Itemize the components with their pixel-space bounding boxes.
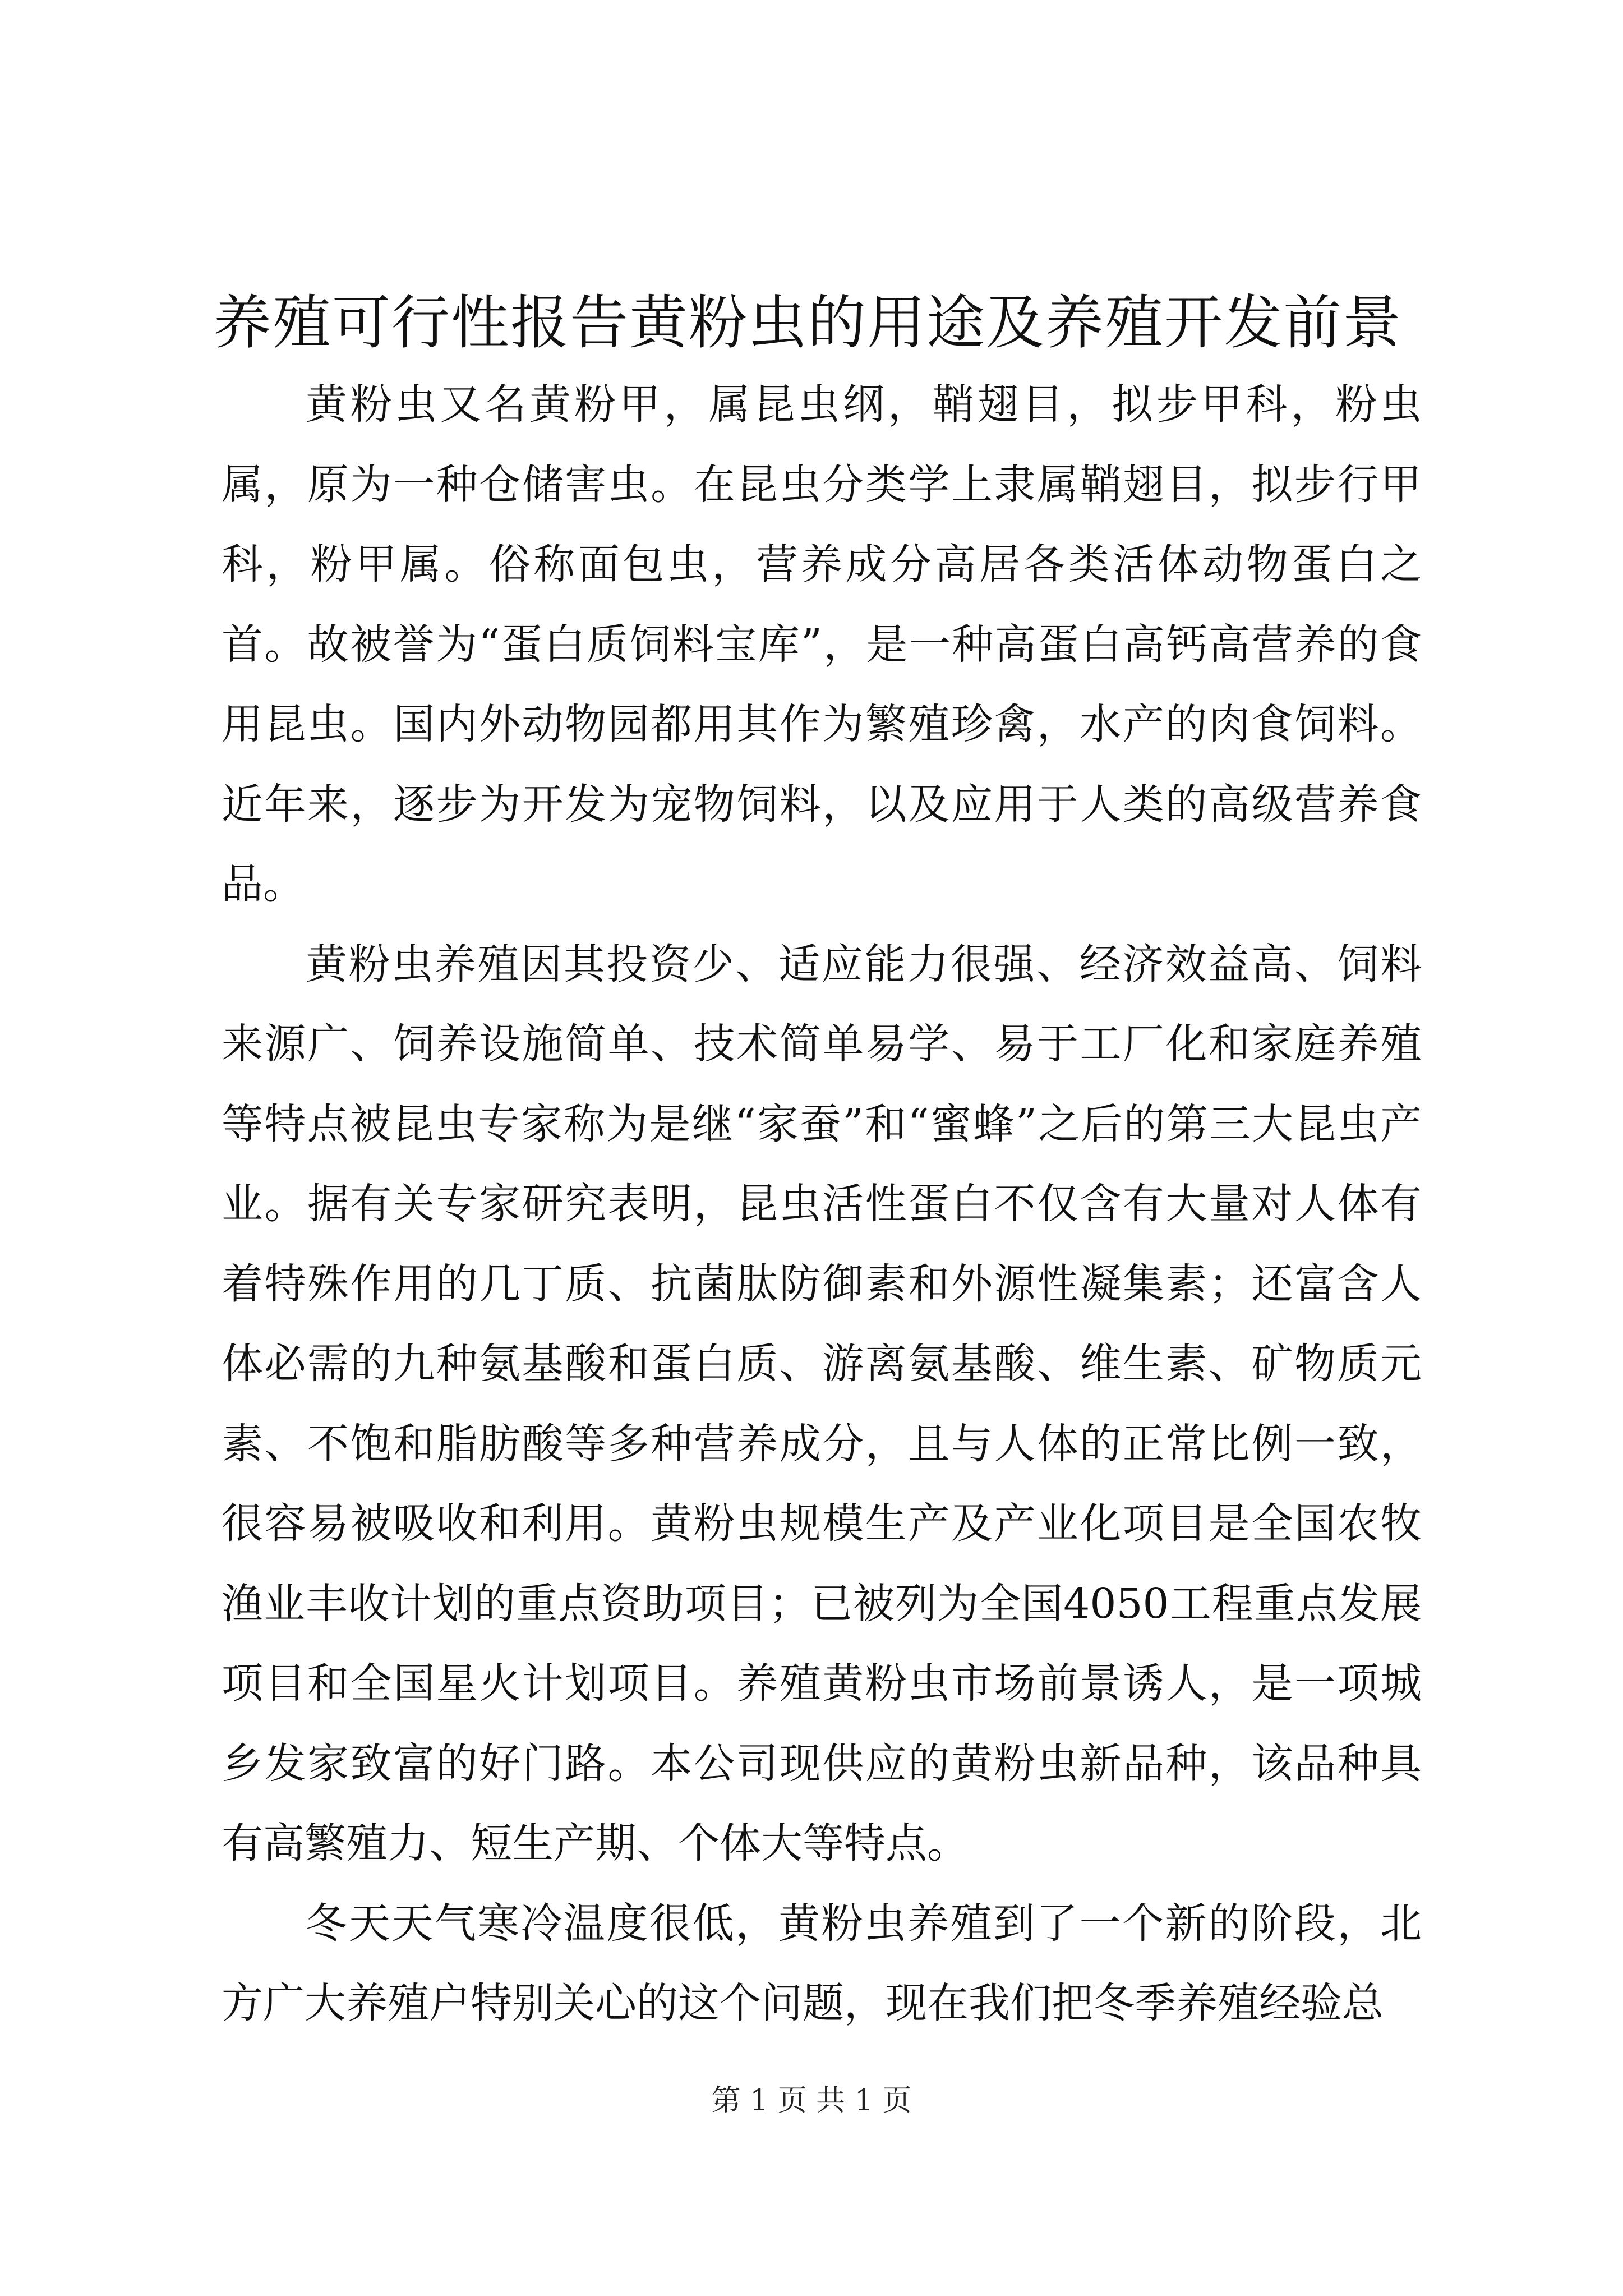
paragraph-3: 冬天天气寒冷温度很低，黄粉虫养殖到了一个新的阶段，北方广大养殖户特别关心的这个问题，现在我们把冬季养殖经验总	[222, 1899, 1422, 2027]
paragraph-1: 黄粉虫又名黄粉甲，属昆虫纲，鞘翅目，拟步甲科，粉虫属，原为一种仓储害虫。在昆虫分类学上隶属鞘翅目，拟步行甲科，粉甲属。俗称面包虫，营养成分高居各类活体动物蛋白之首。故被誉为“蛋白质饲料宝库”，是一种高蛋白高钙高营养的食用昆虫。国内外动物园都用其作为繁殖珍禽，水产的肉食饲料。近年来，逐步为开发为宠物饲料，以及应用于人类的高级营养食品。	[222, 380, 1422, 908]
paragraph-2: 黄粉虫养殖因其投资少、适应能力很强、经济效益高、饲料来源广、饲养设施简单、技术简单易学、易于工厂化和家庭养殖等特点被昆虫专家称为是继“家蚕”和“蜜蜂”之后的第三大昆虫产业。据有关专家研究表明，昆虫活性蛋白不仅含有大量对人体有着特殊作用的几丁质、抗菌肽防御素和外源性凝集素；还富含人体必需的九种氨基酸和蛋白质、游离氨基酸、维生素、矿物质元素、不饱和脂肪酸等多种营养成分，且与人体的正常比例一致，很容易被吸收和利用。黄粉虫规模生产及产业化项目是全国农牧渔业丰收计划的重点资助项目；已被列为全国4050工程重点发展项目和全国星火计划项目。养殖黄粉虫市场前景诱人，是一项城乡发家致富的好门路。本公司现供应的黄粉虫新品种，该品种具有高繁殖力、短生产期、个体大等特点。	[222, 940, 1422, 1867]
document-body	[222, 365, 1422, 2044]
document-title: 养殖可行性报告黄粉虫的用途及养殖开发前景	[213, 288, 1403, 357]
page-footer	[0, 2081, 1623, 2120]
page-number-label: 第 1 页 共 1 页	[711, 2084, 912, 2118]
